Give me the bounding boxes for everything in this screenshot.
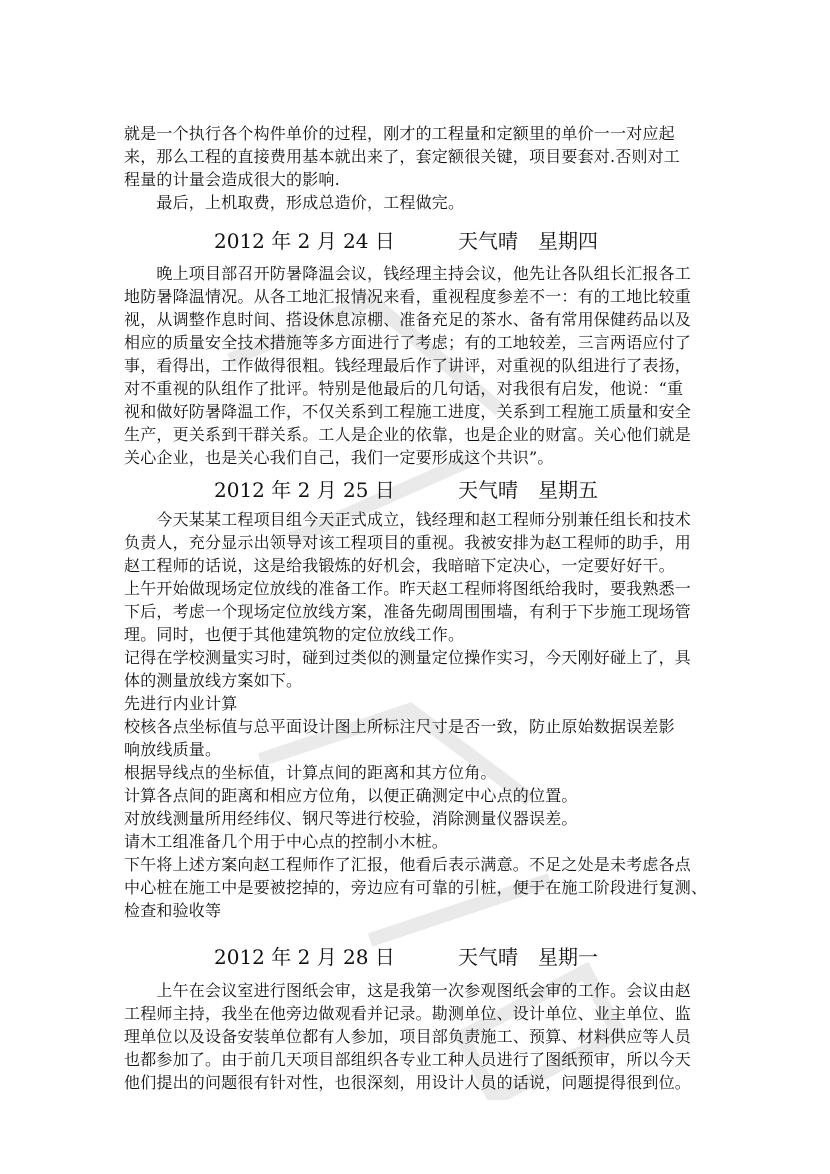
- entry-weather: 天气晴 星期五: [458, 478, 598, 502]
- paragraph-line: 生产，更关系到干群关系。工人是企业的依靠，也是企业的财富。关心他们就是: [124, 425, 692, 444]
- paragraph-line: 他们提出的问题很有针对性，也很深刻，用设计人员的话说，问题提得很到位。: [124, 1073, 692, 1092]
- paragraph-line: 也都参加了。由于前几天项目部组织各专业工种人员进行了图纸预审，所以今天: [124, 1050, 692, 1069]
- entry-weather: 天气晴 星期四: [458, 229, 598, 253]
- entry-date: 2012 年 2 月 24 日: [214, 229, 395, 253]
- paragraph-line: 今天某某工程项目组今天正式成立，钱经理和赵工程师分别兼任组长和技术: [124, 510, 692, 529]
- intro-line: 最后，上机取费，形成总造价，工程做完。: [124, 193, 465, 212]
- paragraph-line: 下午将上述方案向赵工程师作了汇报，他看后表示满意。不足之处是未考虑各点: [124, 855, 692, 874]
- paragraph-line: 中心桩在施工中是要被挖掉的，旁边应有可靠的引桩，便于在施工阶段进行复测、: [124, 878, 708, 897]
- paragraph-line: 工程师主持，我坐在他旁边做观看并记录。勘测单位、设计单位、业主单位、监: [124, 1004, 692, 1023]
- entry-date: 2012 年 2 月 28 日: [214, 945, 395, 969]
- paragraph-line: 地防暑降温情况。从各工地汇报情况来看，重视程度参差不一：有的工地比较重: [124, 287, 692, 306]
- paragraph-line: 检查和验收等: [124, 901, 222, 920]
- paragraph-line: 关心企业，也是关心我们自己，我们一定要形成这个共识”。: [124, 448, 554, 467]
- paragraph-line: 负责人，充分显示出领导对该工程项目的重视。我被安排为赵工程师的助手，用: [124, 533, 692, 552]
- paragraph-line: 下后，考虑一个现场定位放线方案，准备先砌周围围墙，有利于下步施工现场管: [124, 602, 692, 621]
- paragraph-line: 对放线测量所用经纬仪、钢尺等进行校验，消除测量仪器误差。: [124, 809, 578, 828]
- paragraph-line: 视，从调整作息时间、搭设休息凉棚、准备充足的茶水、备有常用保健药品以及: [124, 310, 692, 329]
- paragraph-line: 理。同时，也便于其他建筑物的定位放线工作。: [124, 625, 465, 644]
- paragraph-line: 赵工程师的话说，这是给我锻炼的好机会，我暗暗下定决心，一定要好好干。: [124, 556, 675, 575]
- paragraph-line: 校核各点坐标值与总平面设计图上所标注尺寸是否一致，防止原始数据误差影: [124, 717, 675, 736]
- paragraph-line: 视和做好防暑降温工作，不仅关系到工程施工进度，关系到工程施工质量和安全: [124, 402, 692, 421]
- paragraph-line: 响放线质量。: [124, 740, 222, 759]
- paragraph-line: 先进行内业计算: [124, 694, 238, 713]
- entry-date: 2012 年 2 月 25 日: [214, 478, 395, 502]
- entry-heading: [214, 944, 598, 970]
- paragraph-line: 体的测量放线方案如下。: [124, 671, 303, 690]
- paragraph-line: 相应的质量安全技术措施等多方面进行了考虑；有的工地较差，三言两语应付了: [124, 333, 692, 352]
- entry-heading: [214, 477, 598, 503]
- paragraph-line: 事，看得出，工作做得很粗。钱经理最后作了讲评，对重视的队组进行了表扬，: [124, 356, 692, 375]
- paragraph-line: 理单位以及设备安装单位都有人参加，项目部负责施工、预算、材料供应等人员: [124, 1027, 692, 1046]
- entry-weather: 天气晴 星期一: [458, 945, 598, 969]
- paragraph-line: 根据导线点的坐标值，计算点间的距离和其方位角。: [124, 763, 497, 782]
- paragraph-line: 晚上项目部召开防暑降温会议，钱经理主持会议，他先让各队组长汇报各工: [124, 264, 692, 283]
- paragraph-line: 计算各点间的距离和相应方位角，以便正确测定中心点的位置。: [124, 786, 578, 805]
- paragraph-line: 上午在会议室进行图纸会审，这是我第一次参观图纸会审的工作。会议由赵: [124, 981, 692, 1000]
- intro-line: 程量的计量会造成很大的影响.: [124, 170, 340, 189]
- paragraph-line: 上午开始做现场定位放线的准备工作。昨天赵工程师将图纸给我时，要我熟悉一: [124, 579, 692, 598]
- entry-heading: [214, 228, 598, 254]
- paragraph-line: 请木工组准备几个用于中心点的控制小木桩。: [124, 832, 449, 851]
- paragraph-line: 对不重视的队组作了批评。特别是他最后的几句话，对我很有启发，他说：“重: [124, 379, 684, 398]
- intro-line: 就是一个执行各个构件单价的过程，刚才的工程量和定额里的单价一一对应起: [124, 124, 675, 143]
- intro-line: 来，那么工程的直接费用基本就出来了，套定额很关键，项目要套对.否则对工: [124, 147, 681, 166]
- paragraph-line: 记得在学校测量实习时，碰到过类似的测量定位操作实习，今天刚好碰上了，具: [124, 648, 692, 667]
